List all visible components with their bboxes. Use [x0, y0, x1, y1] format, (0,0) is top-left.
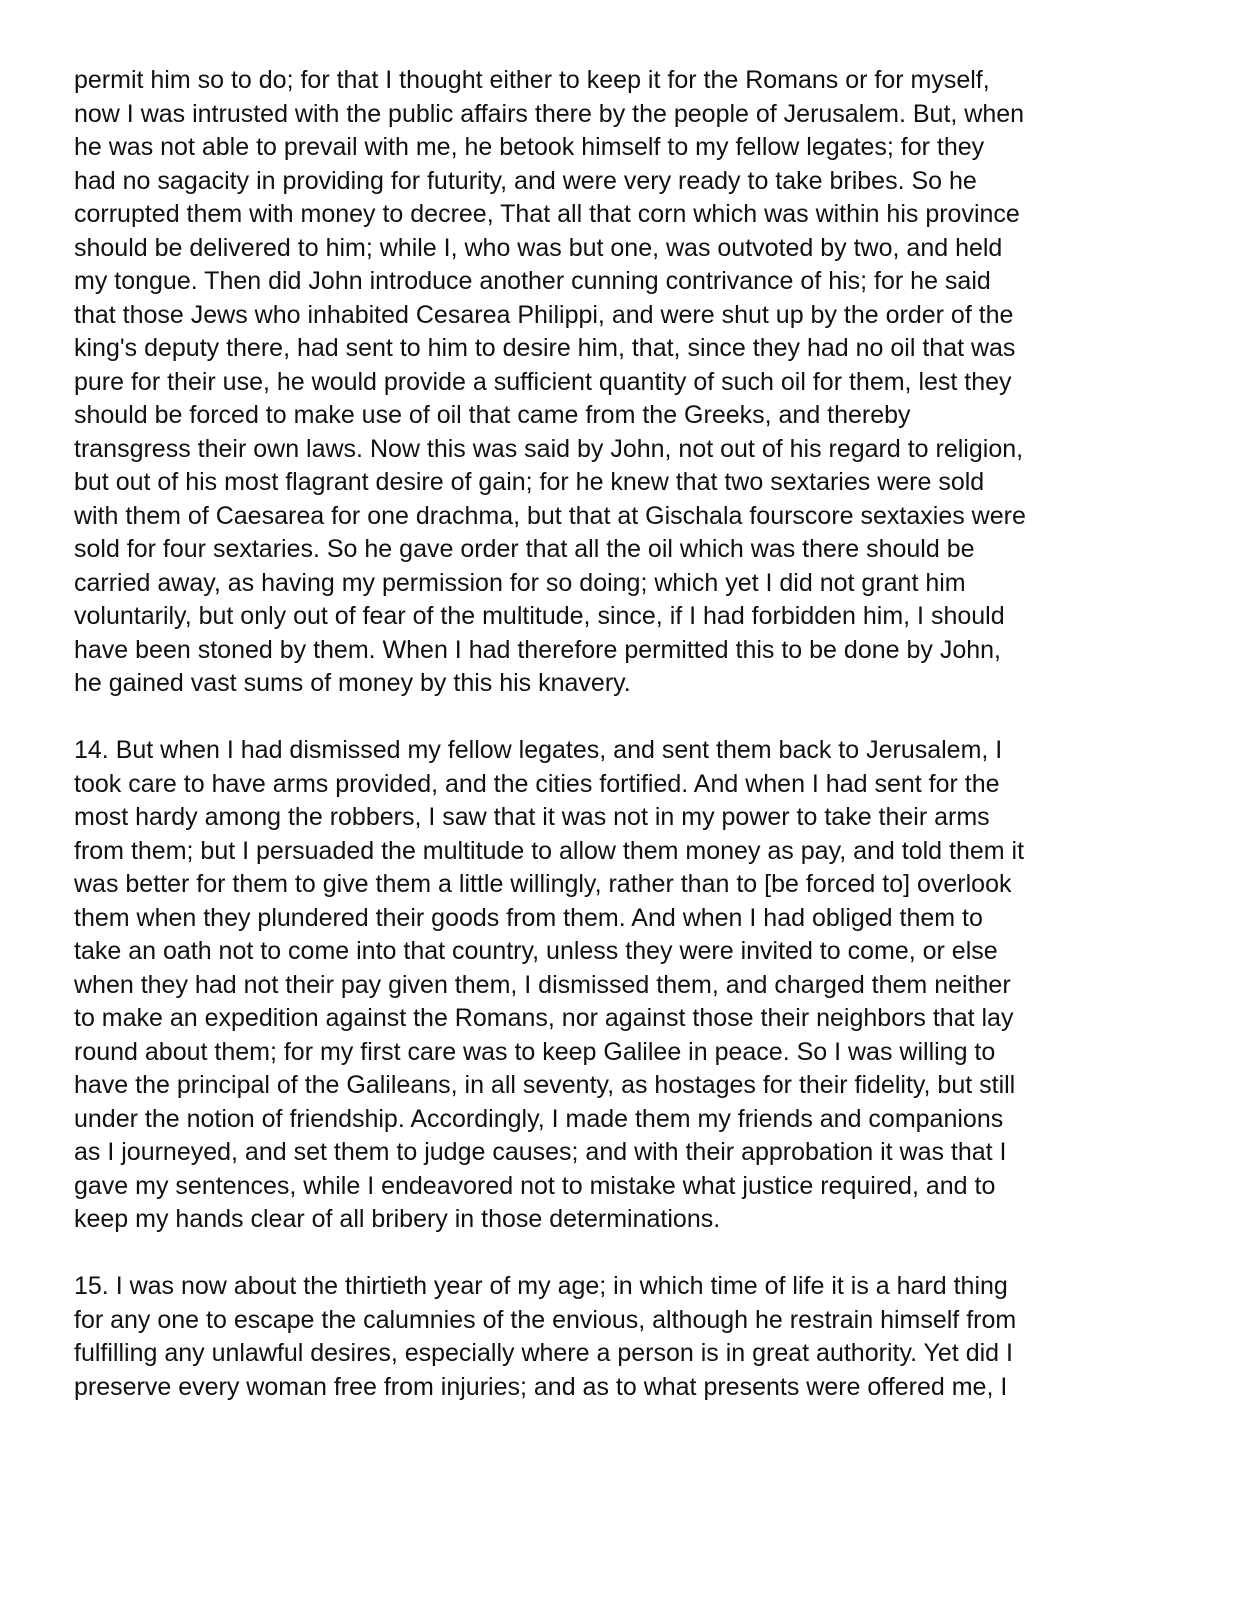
- document-page: [74, 64, 1164, 1438]
- paragraph-continuation: permit him so to do; for that I thought either to keep it for the Romans or for myself, now I was intrusted with the public affairs there by the people of Jerusalem. But, when he was not able to prevail with me, he betook himself to my fellow legates; for they had no sagacity in providing for futurity, and were very ready to take bribes. So he corrupted them with money to decree, That all that corn which was within his province should be delivered to him; while I, who was but one, was outvoted by two, and held my tongue. Then did John introduce another cunning contrivance of his; for he said that those Jews who inhabited Cesarea Philippi, and were shut up by the order of the king's deputy there, had sent to him to desire him, that, since they had no oil that was pure for their use, he would provide a sufficient quantity of such oil for them, lest they should be forced to make use of oil that came from the Greeks, and thereby transgress their own laws. Now this was said by John, not out of his regard to religion, but out of his most flagrant desire of gain; for he knew that two sextaries were sold with them of Caesarea for one drachma, but that at Gischala fourscore sextaxies were sold for four sextaries. So he gave order that all the oil which was there should be carried away, as having my permission for so doing; which yet I did not grant him voluntarily, but only out of fear of the multitude, since, if I had forbidden him, I should have been stoned by them. When I had therefore permitted this to be done by John, he gained vast sums of money by this his knavery.: [74, 66, 1026, 697]
- paragraph-14: 14. But when I had dismissed my fellow legates, and sent them back to Jerusalem, I took care to have arms provided, and the cities fortified. And when I had sent for the most hardy among the robbers, I saw that it was not in my power to take their arms from them; but I persuaded the multitude to allow them money as pay, and told them it was better for them to give them a little willingly, rather than to [be forced to] overlook them when they plundered their goods from them. And when I had obliged them to take an oath not to come into that country, unless they were invited to come, or else when they had not their pay given them, I dismissed them, and charged them neither to make an expedition against the Romans, nor against those their neighbors that lay round about them; for my first care was to keep Galilee in peace. So I was willing to have the principal of the Galileans, in all seventy, as hostages for their fidelity, but still under the notion of friendship. Accordingly, I made them my friends and companions as I journeyed, and set them to judge causes; and with their approbation it was that I gave my sentences, while I endeavored not to mistake what justice required, and to keep my hands clear of all bribery in those determinations.: [74, 736, 1025, 1233]
- paragraph-15: 15. I was now about the thirtieth year of my age; in which time of life it is a hard thing for any one to escape the calumnies of the envious, although he restrain himself from fulfilling any unlawful desires, especially where a person is in great authority. Yet did I preserve every woman free from injuries; and as to what presents were offered me, I: [74, 1272, 1017, 1401]
